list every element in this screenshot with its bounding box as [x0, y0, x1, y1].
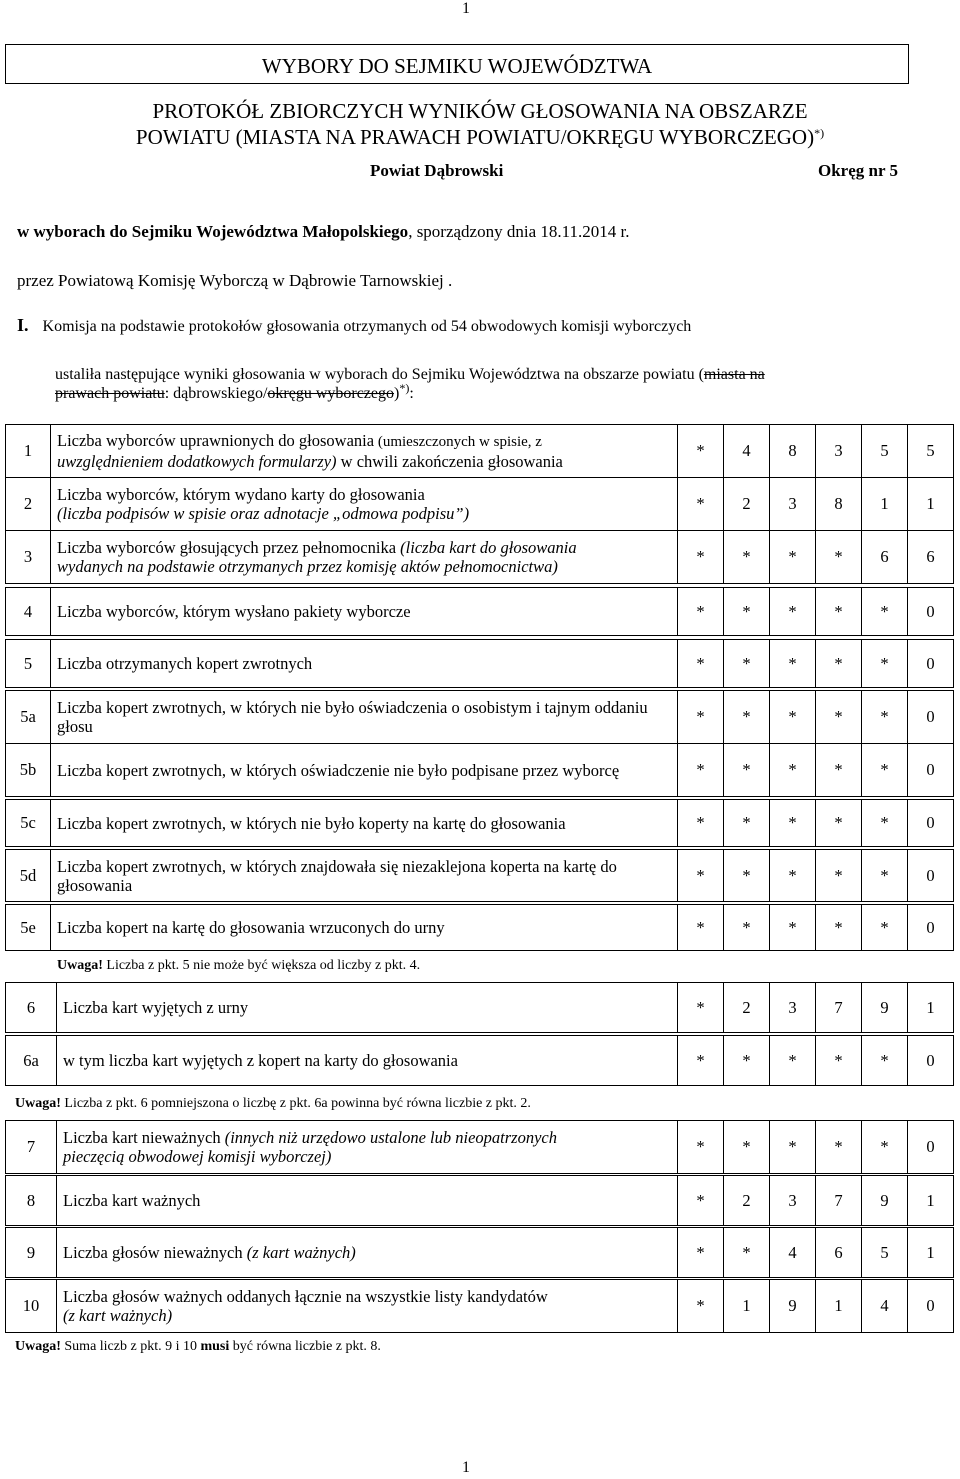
digit-cell: *: [678, 478, 724, 531]
results-table-row-6: [5, 982, 954, 1033]
table-row: [6, 1176, 954, 1226]
row-label-cell: Liczba głosów ważnych oddanych łącznie na wszystkie listy kandydatów (z kart ważnych): [57, 1280, 678, 1333]
title-box: [5, 44, 909, 84]
digit-cell: 1: [908, 478, 954, 531]
results-table-row-9: [5, 1227, 954, 1278]
row-label-cell: Liczba kopert zwrotnych, w których nie było oświadczenia o osobistym i tajnym oddaniu głosu: [51, 691, 678, 744]
row-number-cell: 5: [6, 640, 51, 688]
digit-cell: *: [816, 640, 862, 688]
document-title: WYBORY DO SEJMIKU WOJEWÓDZTWA: [261, 54, 653, 78]
row-label-cell: Liczba głosów nieważnych (z kart ważnych): [57, 1228, 678, 1278]
digit-cell: *: [770, 1121, 816, 1174]
digit-cell: 0: [908, 1121, 954, 1174]
table-row: [6, 1280, 954, 1333]
digit-cell: *: [816, 744, 862, 797]
results-table-row-5c: [5, 799, 954, 847]
results-table-row-8: [5, 1175, 954, 1226]
digit-cell: *: [816, 1121, 862, 1174]
note-3: Uwaga! Suma liczb z pkt. 9 i 10 musi być równa liczbie z pkt. 8.: [15, 1339, 381, 1354]
row-number-cell: 8: [6, 1176, 57, 1226]
digit-cell: *: [678, 531, 724, 584]
digit-cell: *: [678, 1280, 724, 1333]
row-number-cell: 5a: [6, 691, 51, 744]
digit-cell: 9: [862, 983, 908, 1033]
digit-cell: *: [816, 800, 862, 847]
row-number-cell: 7: [6, 1121, 57, 1174]
digit-cell: *: [724, 800, 770, 847]
table-row: [6, 1228, 954, 1278]
commission-line: przez Powiatową Komisję Wyborczą w Dąbrowie Tarnowskiej .: [17, 271, 453, 290]
digit-cell: 5: [862, 1228, 908, 1278]
protocol-title-line2: POWIATU (MIASTA NA PRAWACH POWIATU/OKRĘGU WYBORCZEGO)*): [135, 125, 825, 149]
digit-cell: *: [816, 850, 862, 902]
note-2: Uwaga! Liczba z pkt. 6 pomniejszona o liczbę z pkt. 6a powinna być równa liczbie z pkt. 2.: [15, 1096, 531, 1111]
digit-cell: 5: [862, 425, 908, 478]
row-number-cell: 5d: [6, 850, 51, 902]
results-table-row-10: [5, 1279, 954, 1333]
digit-cell: 6: [816, 1228, 862, 1278]
digit-cell: *: [770, 800, 816, 847]
row-number-cell: 1: [6, 425, 51, 478]
digit-cell: *: [862, 744, 908, 797]
table-row: [6, 478, 954, 531]
digit-cell: 3: [770, 983, 816, 1033]
digit-cell: 9: [862, 1176, 908, 1226]
digit-cell: 0: [908, 1280, 954, 1333]
digit-cell: *: [724, 691, 770, 744]
digit-cell: *: [724, 850, 770, 902]
digit-cell: *: [724, 1228, 770, 1278]
digit-cell: *: [678, 425, 724, 478]
digit-cell: 5: [908, 425, 954, 478]
row-label-cell: Liczba wyborców głosujących przez pełnomocnika (liczba kart do głosowania wydanych na podstawie otrzymanych przez komisję aktów pełnomocnictwa): [51, 531, 678, 584]
table-row: [6, 691, 954, 744]
digit-cell: *: [816, 691, 862, 744]
digit-cell: *: [678, 800, 724, 847]
digit-cell: *: [862, 1121, 908, 1174]
results-table-row-7: [5, 1120, 954, 1174]
digit-cell: *: [816, 905, 862, 951]
digit-cell: *: [862, 588, 908, 636]
digit-cell: *: [862, 850, 908, 902]
results-table-1-3: [5, 424, 954, 584]
digit-cell: *: [678, 1176, 724, 1226]
digit-cell: 0: [908, 691, 954, 744]
row-label-cell: Liczba kopert zwrotnych, w których nie było koperty na kartę do głosowania: [51, 800, 678, 847]
digit-cell: 8: [816, 478, 862, 531]
digit-cell: *: [862, 1036, 908, 1086]
row-label-cell: Liczba otrzymanych kopert zwrotnych: [51, 640, 678, 688]
digit-cell: *: [678, 1036, 724, 1086]
digit-cell: 0: [908, 1036, 954, 1086]
row-label-cell: Liczba wyborców, którym wydano karty do głosowania (liczba podpisów w spisie oraz adnotacje „odmowa podpisu”): [51, 478, 678, 531]
digit-cell: *: [678, 1121, 724, 1174]
table-row: [6, 425, 954, 478]
digit-cell: 3: [770, 478, 816, 531]
digit-cell: *: [678, 640, 724, 688]
digit-cell: 2: [724, 983, 770, 1033]
digit-cell: 0: [908, 640, 954, 688]
row-label-cell: Liczba kart nieważnych (innych niż urzędowo ustalone lub nieopatrzonych pieczęcią obwodowej komisji wyborczej): [57, 1121, 678, 1174]
table-row: [6, 1036, 954, 1086]
digit-cell: *: [770, 531, 816, 584]
digit-cell: *: [678, 983, 724, 1033]
row-label-cell: Liczba wyborców, którym wysłano pakiety wyborcze: [51, 588, 678, 636]
row-number-cell: 6: [6, 983, 57, 1033]
digit-cell: 9: [770, 1280, 816, 1333]
digit-cell: 1: [862, 478, 908, 531]
results-table-row-5: [5, 639, 954, 688]
digit-cell: 3: [816, 425, 862, 478]
digit-cell: 6: [908, 531, 954, 584]
digit-cell: 0: [908, 850, 954, 902]
table-row: [6, 850, 954, 902]
table-row: [6, 588, 954, 636]
digit-cell: *: [770, 905, 816, 951]
table-row: [6, 531, 954, 584]
digit-cell: 4: [724, 425, 770, 478]
digit-cell: 6: [862, 531, 908, 584]
digit-cell: *: [724, 1036, 770, 1086]
section-I-line2: ustaliła następujące wyniki głosowania w wyborach do Sejmiku Województwa na obszarze powiatu (miasta na: [55, 366, 765, 383]
powiat-name: Powiat Dąbrowski: [370, 161, 504, 180]
row-number-cell: 4: [6, 588, 51, 636]
digit-cell: 1: [908, 1176, 954, 1226]
table-row: [6, 1121, 954, 1174]
table-row: [6, 983, 954, 1033]
page-number-bottom: 1: [462, 1459, 470, 1476]
results-table-row-4: [5, 587, 954, 636]
table-row: [6, 800, 954, 847]
digit-cell: *: [862, 691, 908, 744]
digit-cell: 8: [770, 425, 816, 478]
page-number-top: 1: [462, 0, 470, 17]
digit-cell: *: [724, 640, 770, 688]
results-table-row-6a: [5, 1035, 954, 1086]
digit-cell: *: [770, 744, 816, 797]
section-I-line3: prawach powiatu: dąbrowskiego/okręgu wyborczego)*):: [55, 381, 414, 402]
note-1: Uwaga! Liczba z pkt. 5 nie może być większa od liczby z pkt. 4.: [57, 958, 421, 973]
digit-cell: 0: [908, 800, 954, 847]
digit-cell: *: [816, 588, 862, 636]
digit-cell: 4: [770, 1228, 816, 1278]
row-label-cell: Liczba kart ważnych: [57, 1176, 678, 1226]
row-label-cell: Liczba wyborców uprawnionych do głosowania (umieszczonych w spisie, z uwzględnieniem dodatkowych formularzy) w chwili zakończenia głosowania: [51, 425, 678, 478]
digit-cell: 2: [724, 1176, 770, 1226]
digit-cell: 0: [908, 744, 954, 797]
digit-cell: *: [816, 1036, 862, 1086]
digit-cell: *: [724, 588, 770, 636]
row-number-cell: 9: [6, 1228, 57, 1278]
digit-cell: *: [724, 531, 770, 584]
digit-cell: *: [862, 800, 908, 847]
digit-cell: *: [862, 905, 908, 951]
digit-cell: *: [678, 905, 724, 951]
row-number-cell: 6a: [6, 1036, 57, 1086]
row-number-cell: 5e: [6, 905, 51, 951]
row-label-cell: Liczba kopert zwrotnych, w których znajdowała się niezaklejona koperta na kartę do głosowania: [51, 850, 678, 902]
digit-cell: *: [678, 850, 724, 902]
section-I: I. Komisja na podstawie protokołów głosowania otrzymanych od 54 obwodowych komisji wyborczych: [17, 315, 692, 335]
row-label-cell: Liczba kopert na kartę do głosowania wrzuconych do urny: [51, 905, 678, 951]
digit-cell: *: [862, 640, 908, 688]
digit-cell: *: [770, 640, 816, 688]
protocol-title-line1: PROTOKÓŁ ZBIORCZYCH WYNIKÓW GŁOSOWANIA NA OBSZARZE: [152, 99, 808, 123]
row-number-cell: 10: [6, 1280, 57, 1333]
digit-cell: 4: [862, 1280, 908, 1333]
row-number-cell: 3: [6, 531, 51, 584]
row-label-cell: Liczba kopert zwrotnych, w których oświadczenie nie było podpisane przez wyborcę: [51, 744, 678, 797]
digit-cell: 7: [816, 1176, 862, 1226]
table-row: [6, 905, 954, 951]
digit-cell: *: [678, 588, 724, 636]
digit-cell: 3: [770, 1176, 816, 1226]
digit-cell: *: [770, 850, 816, 902]
digit-cell: 1: [908, 983, 954, 1033]
digit-cell: 1: [724, 1280, 770, 1333]
row-number-cell: 5c: [6, 800, 51, 847]
digit-cell: *: [770, 691, 816, 744]
okreg-number: Okręg nr 5: [818, 161, 898, 180]
digit-cell: *: [678, 744, 724, 797]
digit-cell: 0: [908, 588, 954, 636]
digit-cell: *: [816, 531, 862, 584]
digit-cell: 0: [908, 905, 954, 951]
table-row: [6, 640, 954, 688]
digit-cell: *: [770, 588, 816, 636]
row-number-cell: 2: [6, 478, 51, 531]
results-table-row-5d: [5, 849, 954, 902]
digit-cell: *: [724, 744, 770, 797]
results-table-row-5e: [5, 904, 954, 951]
digit-cell: *: [770, 1036, 816, 1086]
table-row: [6, 744, 954, 797]
row-label-cell: w tym liczba kart wyjętych z kopert na karty do głosowania: [57, 1036, 678, 1086]
digit-cell: *: [724, 1121, 770, 1174]
digit-cell: 1: [816, 1280, 862, 1333]
results-table-5a-5b: [5, 690, 954, 797]
digit-cell: 2: [724, 478, 770, 531]
election-line: w wyborach do Sejmiku Województwa Małopolskiego, sporządzony dnia 18.11.2014 r.: [17, 222, 630, 241]
digit-cell: 7: [816, 983, 862, 1033]
row-label-cell: Liczba kart wyjętych z urny: [57, 983, 678, 1033]
digit-cell: *: [678, 1228, 724, 1278]
digit-cell: *: [724, 905, 770, 951]
digit-cell: *: [678, 691, 724, 744]
digit-cell: 1: [908, 1228, 954, 1278]
row-number-cell: 5b: [6, 744, 51, 797]
